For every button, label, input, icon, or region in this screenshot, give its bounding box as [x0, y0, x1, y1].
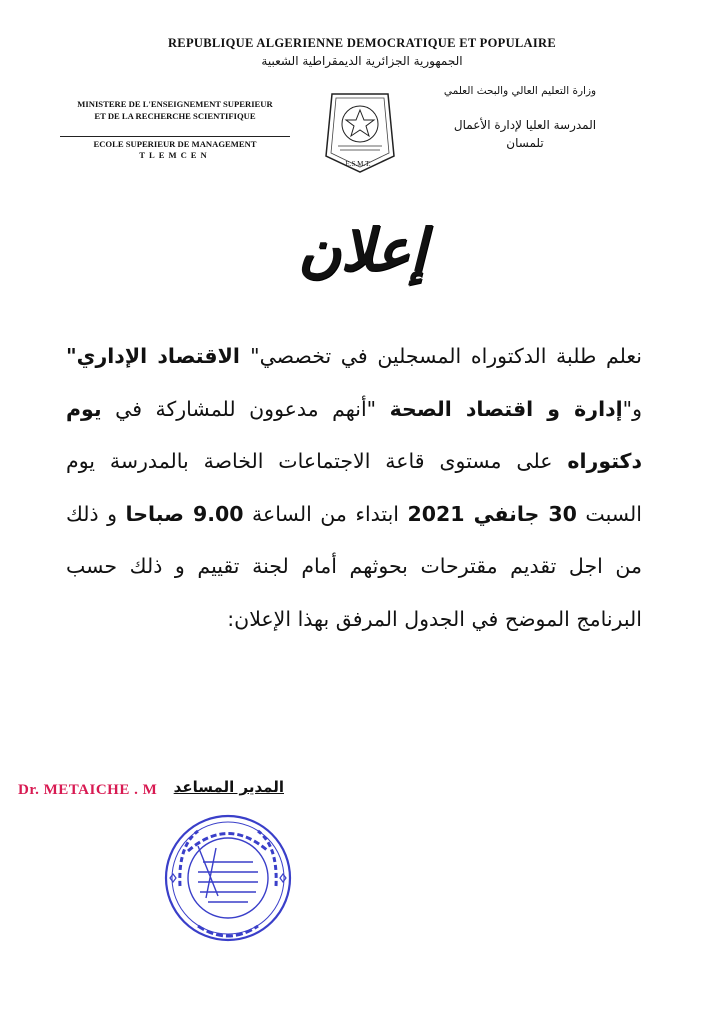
body-text-5: ابتداء من الساعة [243, 501, 408, 526]
event-time: 9.00 صباحا [125, 501, 244, 526]
school-fr-line1: ECOLE SUPERIEUR DE MANAGEMENT [93, 139, 257, 149]
announcement-body [66, 330, 642, 645]
logo-caption: E.S.M.T. [345, 160, 371, 168]
school-name-fr [60, 136, 290, 161]
official-stamp-icon [158, 806, 298, 956]
school-fr-city: TLEMCEN [139, 150, 211, 160]
republic-name-fr: REPUBLIQUE ALGERIENNE DEMOCRATIQUE ET POPULAIRE [167, 36, 556, 50]
ministry-name-fr [40, 98, 310, 122]
event-name: يوم دكتوراه [66, 396, 642, 473]
ministry-fr-line1: MINISTERE DE L'ENSEIGNEMENT SUPERIEUR [77, 99, 273, 109]
school-ar-city: تلمسان [506, 136, 544, 150]
event-date: 30 جانفي 2021 [407, 501, 577, 526]
body-text-4: على مستوى قاعة الاجتماعات الخاصة بالمدرسة يوم السبت [66, 449, 642, 526]
specialty-2: إدارة و اقتصاد الصحة [389, 396, 623, 421]
signatory-title: المدير المساعد [173, 778, 284, 796]
specialty-1: الاقتصاد الإداري" [66, 344, 251, 368]
ministry-name-ar: وزارة التعليم العالي والبحث العلمي [443, 85, 597, 97]
school-name-ar [400, 116, 650, 152]
body-text-6: و ذلك من اجل تقديم مقترحات بحوثهم أمام لجنة تقييم و ذلك حسب البرنامج الموضح في الجدول المرفق بهذا الإعلان: [66, 501, 642, 631]
republic-name-ar: الجمهورية الجزائرية الديمقراطية الشعبية [261, 54, 463, 68]
ministry-fr-line2: ET DE LA RECHERCHE SCIENTIFIQUE [94, 111, 256, 121]
body-text-3: "أنهم مدعوون للمشاركة في [101, 396, 390, 421]
school-ar-line1: المدرسة العليا لإدارة الأعمال [453, 118, 597, 132]
body-text-1: نعلم طلبة الدكتوراه المسجلين في تخصصي" [250, 344, 643, 368]
body-text-2: و" [622, 396, 643, 421]
signatory-name: Dr. METAICHE . M [18, 782, 158, 798]
announcement-title: إعلان [298, 216, 426, 284]
